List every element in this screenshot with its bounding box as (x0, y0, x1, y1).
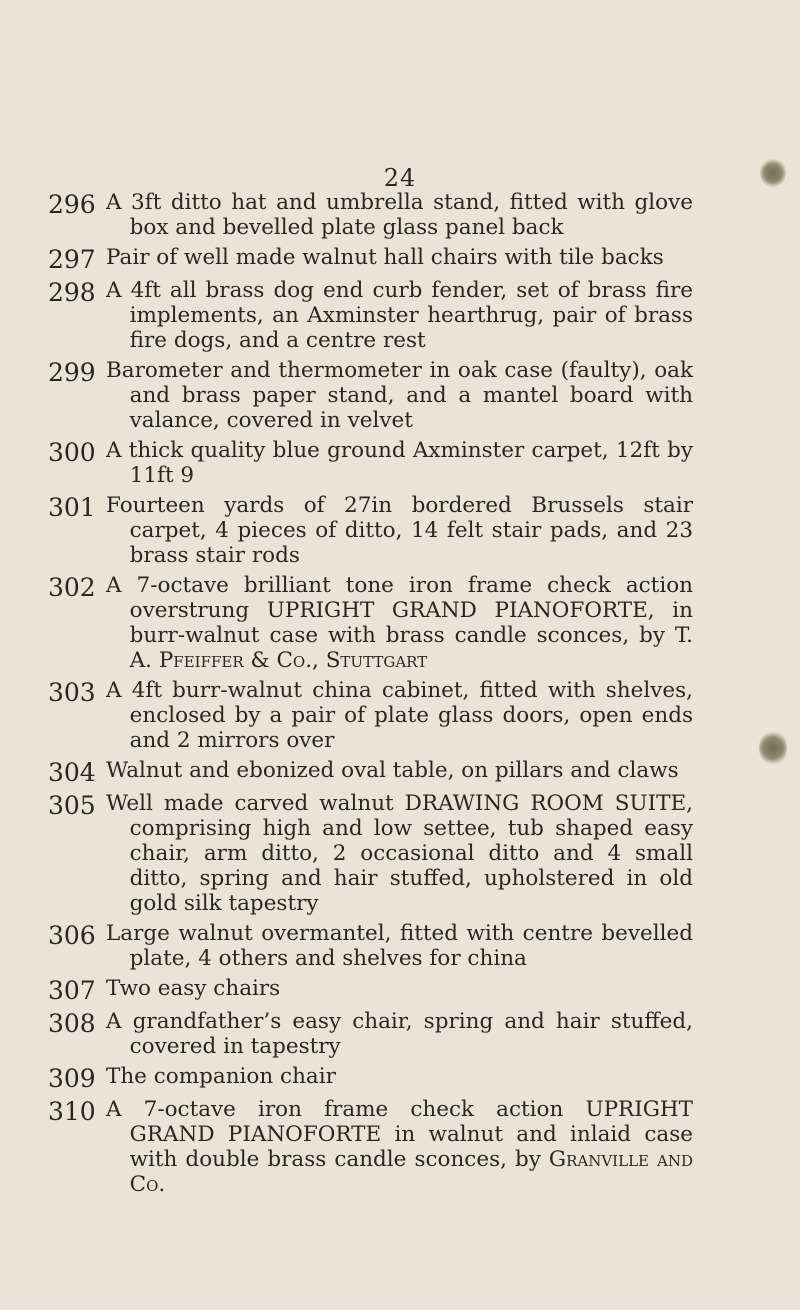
lot-entry (48, 791, 693, 916)
lot-entry (48, 976, 693, 1004)
page-number: 24 (383, 164, 417, 192)
lot-number: 297 (48, 245, 96, 274)
lot-description: A thick quality blue ground Axminster carpet, 12ft by 11ft 9 (106, 438, 693, 488)
lot-entry (48, 1009, 693, 1059)
lot-number: 301 (48, 493, 96, 522)
lot-number: 303 (48, 678, 96, 707)
lot-entry (48, 921, 693, 971)
lot-description-block (106, 1097, 693, 1197)
lot-entry (48, 278, 693, 353)
paper-stain-mark (759, 730, 787, 766)
lot-number: 298 (48, 278, 96, 307)
lot-number: 306 (48, 921, 96, 950)
lot-description: Walnut and ebonized oval table, on pillars and claws (106, 758, 679, 783)
lot-maker: T. A. Pfeiffer & Co., Stuttgart (129, 623, 693, 673)
lot-description: Fourteen yards of 27in bordered Brussels stair carpet, 4 pieces of ditto, 14 felt stair pads, and 23 brass stair rods (106, 493, 693, 568)
lot-entry (48, 573, 693, 673)
lot-entry (48, 245, 693, 273)
lot-entry (48, 1097, 693, 1197)
lot-maker: Granville and Co. (129, 1147, 693, 1197)
lot-description: A 7-octave iron frame check action UPRIGHT GRAND PIANOFORTE in walnut and inlaid case with double brass candle sconces, by (106, 1097, 693, 1172)
lot-entry (48, 1064, 693, 1092)
lot-number: 296 (48, 190, 96, 219)
lot-description: A 4ft all brass dog end curb fender, set of brass fire implements, an Axminster hearthrug, pair of brass fire dogs, and a centre rest (106, 278, 693, 353)
paper-stain-mark (760, 158, 786, 188)
lot-entry (48, 493, 693, 568)
lot-number: 310 (48, 1097, 96, 1126)
lot-number: 299 (48, 358, 96, 387)
lot-entry (48, 358, 693, 433)
lot-number: 304 (48, 758, 96, 787)
lot-number: 309 (48, 1064, 96, 1093)
lot-description: A grandfather’s easy chair, spring and hair stuffed, covered in tapestry (106, 1009, 693, 1059)
lot-description: Barometer and thermometer in oak case (faulty), oak and brass paper stand, and a mantel board with valance, covered in velvet (106, 358, 693, 433)
lot-number: 307 (48, 976, 96, 1005)
lot-entry (48, 438, 693, 488)
lot-description: A 4ft burr-walnut china cabinet, fitted with shelves, enclosed by a pair of plate glass doors, open ends and 2 mirrors over (106, 678, 693, 753)
lot-description: Pair of well made walnut hall chairs with tile backs (106, 245, 664, 270)
lot-number: 305 (48, 791, 96, 820)
lot-description: The companion chair (106, 1064, 336, 1089)
lot-description: A 3ft ditto hat and umbrella stand, fitted with glove box and bevelled plate glass panel back (106, 190, 693, 240)
lot-number: 308 (48, 1009, 96, 1038)
lot-description: Well made carved walnut DRAWING ROOM SUITE, comprising high and low settee, tub shaped easy chair, arm ditto, 2 occasional ditto and 4 small ditto, spring and hair stuffed, upholstered in old gold silk tapestry (106, 791, 693, 916)
lot-description: Two easy chairs (106, 976, 281, 1001)
lot-description: A 7-octave brilliant tone iron frame check action overstrung UPRIGHT GRAND PIANOFORTE, in burr-walnut case with brass candle sconces, by (106, 573, 693, 648)
lot-entry (48, 190, 693, 240)
lot-entry (48, 758, 693, 786)
lot-number: 300 (48, 438, 96, 467)
lot-description: Large walnut overmantel, fitted with centre bevelled plate, 4 others and shelves for china (106, 921, 693, 971)
lot-entry (48, 678, 693, 753)
lot-description-block (106, 573, 693, 673)
lot-number: 302 (48, 573, 96, 602)
lot-list (48, 190, 693, 1197)
